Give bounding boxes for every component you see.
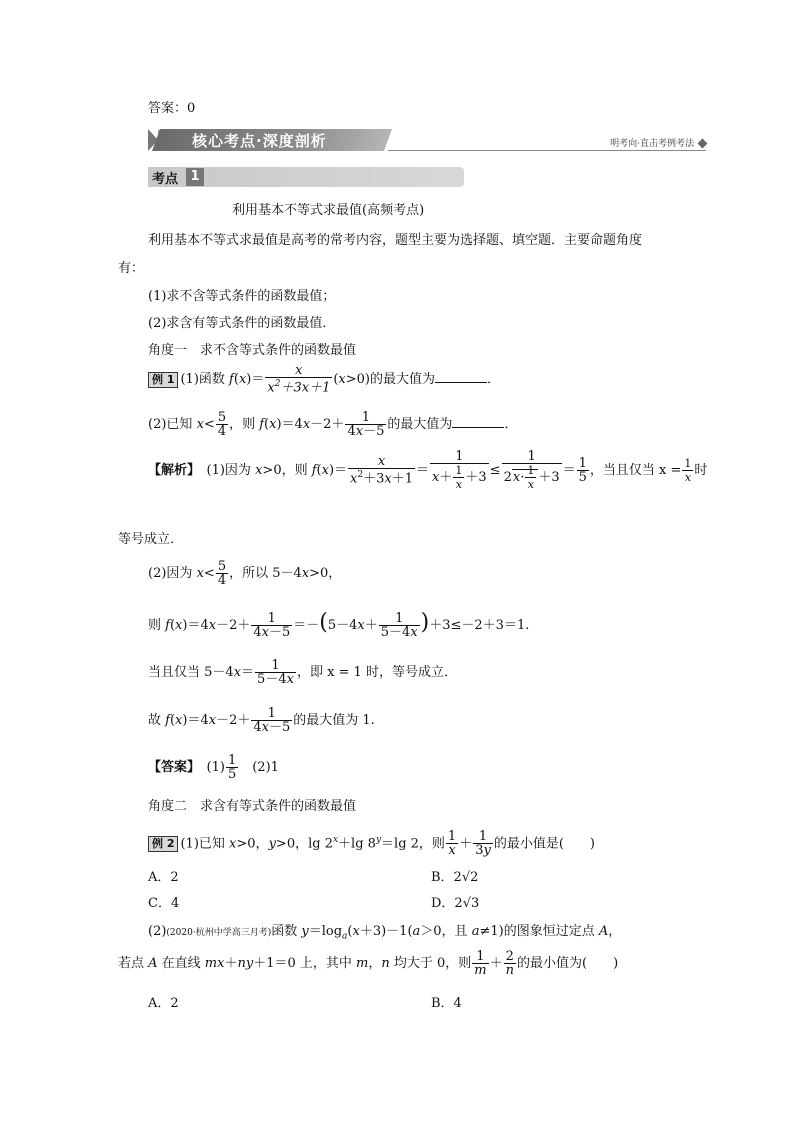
example2-source: (2020·杭州中学高三月考)	[166, 928, 272, 938]
section-banner	[148, 127, 708, 155]
top-answer: 答案：0	[148, 101, 196, 116]
solution-part2-line3: 当且仅当 5－4x＝ $\frac{1}{5-4x}$ ，即 x = 1 时，等号成立．	[148, 658, 457, 687]
choice-d: D．2√3	[431, 896, 480, 911]
example1-part1-tail: 的最大值为	[370, 372, 436, 387]
diamond-icon	[698, 139, 708, 149]
answer-blank	[435, 370, 487, 383]
angle1-title: 角度一 求不含等式条件的函数最值	[148, 343, 357, 358]
kaodian-label: 考点	[152, 172, 179, 187]
angle2-title: 角度二 求含有等式条件的函数最值	[148, 799, 357, 814]
solution-part2-line3-tail: ，即 x = 1 时，等号成立．	[296, 665, 457, 680]
section-title: 利用基本不等式求最值(高频考点)	[232, 203, 425, 218]
example1-part2-tail: 的最大值为	[387, 417, 453, 432]
solution-part2-line4: 故 f(x)＝4x－2＋ $\frac{1}{4x-5}$ 的最大值为 1.	[148, 706, 375, 735]
example1-part1: 例 1 (1)函数 f(x)＝ $\frac{x}{x^2+3x+1}$ (x>0)的最大值为 ．	[148, 362, 500, 398]
intro-line1: 利用基本不等式求最值是高考的常考内容，题型主要为选择题、填空题．主要命题角度	[148, 233, 643, 248]
answer-part2: (2)1	[252, 760, 279, 775]
choice-c: C．4	[148, 896, 180, 911]
solution-part2-final: 的最大值为 1.	[293, 713, 375, 728]
solution-part2-line2: 则 f(x)＝4x－2＋ $\frac{1}{4x-5}$ ＝－(5－4x＋ $\frac{1}{5-4x}$ )＋3≤－2＋3＝1.	[148, 610, 530, 640]
example2-part1: 例 2 (1)已知 x>0，y>0，$\lg 2^x+\lg$ $8^y=\lg$ 2，则 $\frac{1}{x}$ ＋ $\frac{1}{3y}$ 的最小值是( )	[148, 822, 595, 862]
kaodian-bar	[148, 167, 464, 187]
solution-line1: 【解析】 (1)因为 x>0，则 f(x)＝ $\frac{x}{x^2+3x+1}$ ＝ 1 x＋ $\frac{1}{x}$ ＋3 ≤ 1 2x· $\frac{1}{x}$ ＋3 ＝ $\frac{1}{5}$ ，当且仅当 x = $\frac{1}{x}$ 时	[148, 449, 708, 491]
answer-blank	[452, 415, 504, 428]
choice2-b: B．4	[431, 996, 462, 1011]
choice2-a: A．2	[148, 996, 179, 1011]
angle-list-1: (1)求不含等式条件的函数最值；	[148, 289, 336, 304]
equal-holds: 等号成立．	[118, 532, 184, 547]
choice-a: A．2	[148, 870, 179, 885]
kaodian-number: 1	[186, 168, 204, 186]
example2-part2-line2: 若点 A 在直线 mx＋ny＋1＝0 上，其中 m，n 均大于 0，则 $\frac{1}{m}$ ＋ $\frac{2}{n}$ 的最小值为( )	[118, 949, 619, 978]
banner-title: 核心考点·深度剖析	[192, 132, 327, 150]
choice-b: B．2√2	[431, 870, 479, 885]
intro-line2: 有：	[118, 261, 145, 276]
banner-subtitle: 明考向·直击考例考法	[610, 139, 694, 149]
solution-line1-tail: ，当且仅当 x =	[589, 463, 682, 478]
example2-part2-mid: 的图象恒过定点	[503, 924, 595, 939]
example2-tag: 例 2	[148, 836, 178, 852]
solution-part2-line1: (2)因为 x< $\frac{5}{4}$ ，所以 5－4x>0，	[148, 559, 342, 588]
answer-label: 【答案】	[148, 760, 194, 775]
answer-line: 【答案】 (1) $\frac{1}{5}$ (2)1	[148, 753, 279, 782]
example2-part2-line1: (2)(2020·杭州中学高三月考)函数 $y=\log_a(x+3)-1(a>0$，且 a≠1)的图象恒过定点 A，	[148, 924, 622, 942]
banner-divider	[388, 150, 706, 151]
example2-tail: 的最小值是( )	[493, 836, 596, 852]
solution-label: 【解析】	[148, 463, 194, 478]
example1-tag: 例 1	[148, 372, 178, 388]
example2-part2-tail: 的最小值为( )	[517, 956, 619, 971]
angle-list-2: (2)求含有等式条件的函数最值．	[148, 316, 336, 331]
example1-part2: (2)已知 x< $\frac{5}{4}$ ，则 f(x)＝4x－2＋ $\frac{1}{4x-5}$ 的最大值为 ．	[148, 410, 518, 439]
